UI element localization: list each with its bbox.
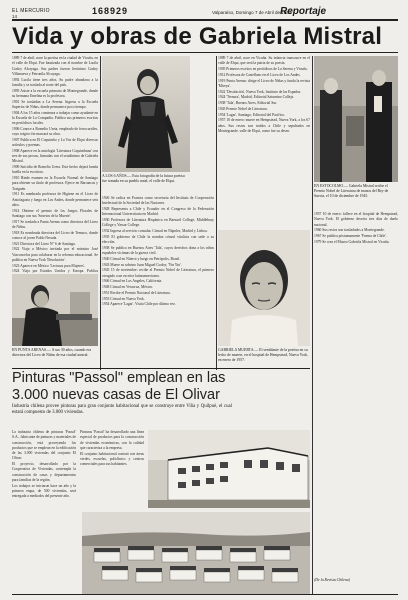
column-rule [100, 56, 101, 370]
caption-photo-4: GABRIELA MUERTA.— El semblante de la poetisa en su lecho de muerte, en el hospital de Hempstead, Nueva York, en enero de 1957. [218, 348, 308, 362]
column-rule [312, 56, 313, 594]
timeline-entry: 1951 Recibe el Premio Nacional de Literatura. [102, 290, 171, 295]
article2-paragraph: La industria chilena de pinturas 'Passol' S.A., fabricante de pinturas y materiales de construcción, está proveyendo los productos que se emplean en la edificación de las 3.000 viviendas del conjunto El Olivar. [12, 430, 76, 461]
text-column-2 [102, 196, 214, 366]
timeline-entry: 1889 7 de abril, nace en Vicuña. Su infancia transcurre en el valle de Elqui, que será la patria de su poesía. [218, 56, 310, 66]
timeline-entry: 1957 10 de enero: muere en Hempstead, Nueva York, a los 67 años. Sus restos son traídos a Chile y sepultados en Montegrande, valle de Elqui, como fue su deseo. [218, 118, 310, 133]
timeline-entry: 1904 A los 15 años comienza a trabajar como ayudante en la Escuela de La Compañía. Publica sus primeros escritos en periódicos locales. [12, 110, 98, 125]
timeline-entry: 1954 Aparece 'Lagar'. Visita Chile por última vez. [102, 302, 176, 307]
timeline-entry: 1905 Primeros escritos en periódicos de La Serena y Vicuña. [218, 67, 308, 71]
photo-girl-six [102, 56, 190, 172]
timeline-entry: 1892 Lucila tiene tres años. Su padre abandona a la familia y se traslada al norte del país. [12, 77, 98, 87]
page-number: 14 [12, 14, 18, 19]
timeline-entry: 1922 'Desolación', Nueva York, Instituto de las Españas. [218, 89, 302, 94]
article2-lede: Industria chilena provee pinturas para gran conjunto habitacional que se construye entre Viña y Quilpué, el cual estará compuesto de 3.000 viviendas. [12, 404, 232, 416]
page-header [12, 6, 398, 18]
article2-column-1 [12, 430, 76, 594]
text-column-4 [314, 212, 398, 576]
timeline-entry: 1921 Directora del Liceo N° 6 de Santiago. [12, 241, 76, 246]
timeline-entry: 1911 Es nombrada profesora de Higiene en el Liceo de Antofagasta y luego en Los Andes, donde permanece seis años. [12, 192, 98, 207]
timeline-entry: 1907 Publica en El Coquimbo y La Voz de Elqui diversos artículos y poemas. [12, 137, 98, 147]
timeline-entry: 1938 'Tala', Buenos Aires, Editorial Sur. [218, 101, 278, 105]
text-column-3 [218, 56, 310, 226]
timeline-entry: 1979 Se crea el Museo Gabriela Mistral en Vicuña. [314, 239, 390, 244]
timeline-entry: 1930 Profesora de Literatura Hispánica en Barnard College, Middlebury College y Vassar College. [102, 218, 214, 228]
article-separator [12, 368, 310, 369]
timeline-entry: 1960 Sus restos son trasladados a Montegrande. [314, 228, 385, 233]
timeline-entry: 1917 Se traslada a Punta Arenas como directora del Liceo de Niñas. [12, 219, 98, 229]
article-signature: (De la Revista Chilena) [314, 578, 350, 582]
timeline-entry: 1932 Ingresa al servicio consular. Cónsul en Nápoles, Madrid y Lisboa. [102, 229, 208, 233]
issue-date: Valparaíso, Domingo 7 de Abril de 1984 [212, 10, 292, 15]
article2-paragraph: Pinturas 'Passol' ha desarrollado una línea especial de productos para la construcción de viviendas económicas, con la calidad que caracteriza a la empresa. [80, 430, 144, 450]
timeline-entry: 1912 Profesora de Castellano en el Liceo de Los Andes. [218, 72, 301, 77]
timeline-entry: 1953 Cónsul en Nueva York. [102, 296, 145, 301]
timeline-entry: 1926 Se radica en Francia como secretaria del Instituto de Cooperación Intelectual de la Sociedad de las Naciones. [102, 196, 214, 206]
timeline-entry: 1924 Viaja por Estados Unidos y Europa. Publica [12, 269, 98, 274]
timeline-entry: 1906 Conoce a Romelio Ureta, empleado de ferrocarriles, cuyo trágico fin marcará su obra. [12, 126, 98, 136]
timeline-entry: 1901 Se trasladan a La Serena. Ingresa a la Escuela Superior de Niñas, donde permanece poco tiempo. [12, 99, 98, 109]
caption-photo-2: EN ESTOCOLMO.— Gabriela Mistral recibe el Premio Nobel de Literatura de manos del Rey de Suecia, el 10 de diciembre de 1945. [314, 184, 389, 198]
timeline-entry: 1908 Aparece en la antología 'Literatura Coquimbana' con tres de sus prosas, firmadas con el seudónimo de Gabriela Mistral. [12, 148, 98, 164]
article2-paragraph: Los trabajos se iniciaron hace un año y la primera etapa, de 500 viviendas, será entregada a mediados del presente año. [12, 483, 76, 498]
timeline-entry: 1895 Asiste a la escuela primaria de Montegrande, donde su hermana Emelina es la profesora. [12, 88, 98, 98]
photo-stockholm [314, 56, 398, 182]
timeline-entry: 1945 15 de noviembre: recibe el Premio Nobel de Literatura, el primero otorgado a un escritor latinoamericano. [102, 268, 214, 278]
photo-death [218, 230, 310, 346]
column-rule [216, 56, 217, 370]
timeline-entry: 1928 Representa a Chile y Ecuador en el Congreso de la Federación Internacional Universitaria en Madrid. [102, 207, 214, 217]
newspaper-page [12, 6, 398, 594]
timeline-entry: 1919 Punta Arenas: dirige el Liceo de Niñas y funda la revista 'Mireya'. [218, 78, 310, 88]
article-title: Vida y obras de Gabriela Mistral [12, 23, 383, 50]
timeline-entry: 1935 El gobierno de Chile la nombra cónsul vitalicia con sede a su elección. [102, 234, 214, 244]
newspaper-name: EL MERCURIO [12, 8, 50, 14]
text-column-1 [12, 56, 98, 274]
timeline-entry: 1910 Rinde examen en la Escuela Normal de Santiago para obtener su título de profesora. Ejerce en Barrancas y Traiguén. [12, 176, 98, 191]
timeline-entry: 1924 'Ternura', Madrid, Editorial Saturnino Calleja. [218, 95, 295, 100]
timeline-entry: 1889 7 de abril, nace la poetisa en la ciudad de Vicuña, en el valle de Elqui. Fue bautizada con el nombre de Lucila Godoy Alcayaga. Sus padres fueron Jerónimo Godoy Villanueva y Petronila Alcayaga. [12, 56, 98, 76]
article2-title: Pinturas "Passol" emplean en las 3.000 nuevas casas de El Olivar [12, 370, 226, 403]
timeline-entry: 1918 Es nombrada directora del Liceo de Temuco, donde conoce al joven Pablo Neruda. [12, 230, 98, 240]
title-rule [12, 52, 398, 53]
timeline-entry: 1909 Suicidio de Romelio Ureta. Este hecho dejará honda huella en la escritora. [12, 165, 98, 175]
timeline-entry: 1923 Aparece en México 'Lecturas para Mujeres'. [12, 263, 86, 268]
timeline-entry: 1938 Se publica en Buenos Aires 'Tala', cuyos derechos dona a los niños españoles víctimas de la guerra civil. [102, 245, 214, 255]
article2-paragraph: El conjunto habitacional contará con áreas verdes, escuelas, policlínico y centros comerciales para sus habitantes. [80, 451, 144, 466]
timeline-entry: 1914 Obtiene el premio de los Juegos Florales de Santiago con sus 'Sonetos de la Muerte'. [12, 208, 98, 218]
timeline-entry: 1957 10 de enero: fallece en el hospital de Hempstead, Nueva York. El gobierno decreta tres días de duelo nacional. [314, 212, 398, 227]
caption-photo-3: EN PUNTA ARENAS.— A sus 30 años, cuando era directora del Liceo de Niñas de esa ciudad austral. [12, 348, 92, 357]
header-rule [12, 19, 398, 21]
timeline-entry: 1967 Se publica póstumamente 'Poema de Chile'. [314, 234, 387, 238]
section-name: Reportaje [280, 6, 327, 17]
photo-punta-arenas [12, 274, 98, 346]
footer-rule [12, 594, 398, 595]
caption-photo-1: A LOS 6 AÑOS.— Esta fotografía de la futura poetisa fue tomada en su pueblo natal, el valle de Elqui. [102, 174, 185, 183]
timeline-entry: 1945 Premio Nobel de Literatura. [218, 106, 268, 111]
timeline-entry: 1946 Cónsul en Los Angeles, California. [102, 279, 163, 284]
timeline-entry: 1954 'Lagar', Santiago, Editorial del Pacífico. [218, 112, 286, 117]
article2-paragraph: El proyecto, desarrollado por la Cooperativa de Viviendas, contempla la construcción de casas y departamentos para familias de la región. [12, 462, 76, 482]
photo-housing-building [148, 430, 310, 508]
timeline-entry: 1922 Viaja a México invitada por el ministro José Vasconcelos para colaborar en la reforma educacional. Se publica en Nueva York 'Desolación'. [12, 247, 98, 262]
archive-number: 168929 [92, 6, 129, 16]
timeline-entry: 1940 Cónsul en Niteroi y luego en Petrópolis, Brasil. [102, 256, 181, 261]
timeline-entry: 1948 Cónsul en Veracruz, México. [102, 285, 154, 289]
photo-aerial-housing [82, 512, 310, 594]
timeline-entry: 1943 Muere su sobrino Juan Miguel Godoy, 'Yin Yin'. [102, 262, 182, 267]
